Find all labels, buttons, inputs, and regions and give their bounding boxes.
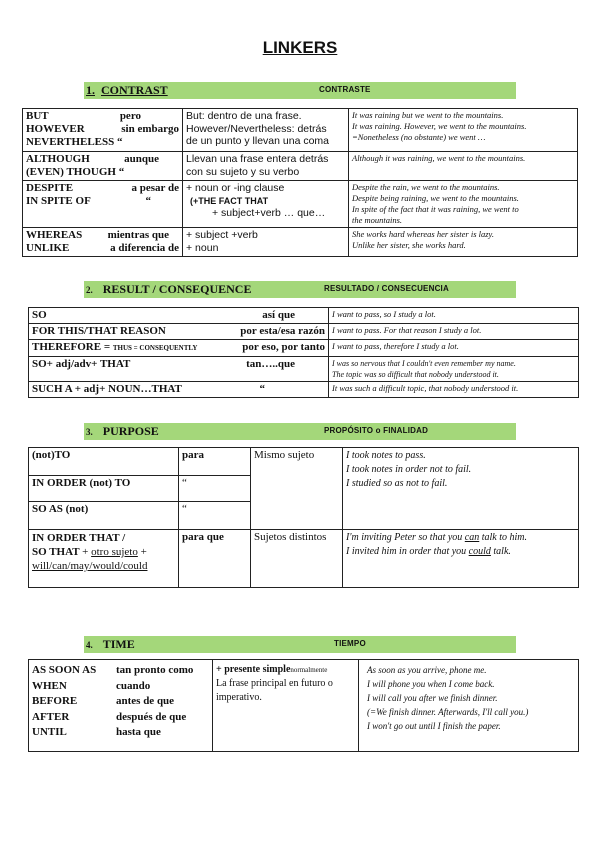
table-cell xyxy=(329,357,579,382)
table-row xyxy=(29,308,579,324)
table-cell xyxy=(329,340,579,357)
section-result-header xyxy=(84,281,516,298)
cell-text xyxy=(26,136,179,149)
cell-text xyxy=(26,229,179,242)
section-contrast-header xyxy=(84,82,516,99)
table-cell xyxy=(359,660,579,752)
section-heading: TIME xyxy=(102,637,135,651)
section-heading: CONTRAST xyxy=(101,83,168,97)
section-heading: RESULT / CONSEQUENCE xyxy=(102,282,252,296)
cell-text: I won't go out until I finish the paper. xyxy=(367,721,501,731)
cell-text xyxy=(346,531,575,545)
cell-text: a pesar de xyxy=(131,182,179,194)
table-row xyxy=(29,660,579,752)
table-cell xyxy=(183,228,349,257)
cell-text: hasta que xyxy=(116,726,161,738)
table-row xyxy=(29,448,579,476)
table-cell xyxy=(329,324,579,340)
table-cell xyxy=(183,152,349,181)
cell-text: THUS = CONSEQUENTLY xyxy=(112,344,198,352)
cell-text: It was raining. However, we went to the mountains. xyxy=(352,121,527,131)
table-cell xyxy=(23,109,183,152)
table-row xyxy=(23,109,578,152)
table-cell xyxy=(29,340,329,357)
table-cell: Mismo sujeto xyxy=(251,448,343,530)
cell-text: mientras que xyxy=(107,229,169,241)
table-cell xyxy=(29,357,329,382)
table-cell: para xyxy=(179,448,251,476)
cell-text: SO THAT xyxy=(32,546,80,558)
table-cell xyxy=(213,660,359,752)
cell-text: BUT xyxy=(26,110,49,122)
cell-text: I want to pass. For that reason I study a lot. xyxy=(332,325,482,335)
cell-text: La frase principal en futuro o xyxy=(216,678,333,689)
cell-text: It was raining but we went to the mountains. xyxy=(352,110,504,120)
cell-text xyxy=(26,110,179,123)
table-cell xyxy=(329,382,579,398)
cell-text: de un punto y llevan una coma xyxy=(186,135,330,147)
section-number: 3. xyxy=(86,427,93,437)
cell-text: (+THE FACT THAT xyxy=(190,195,269,206)
cell-text: (EVEN) THOUGH xyxy=(26,166,116,178)
section-number: 2. xyxy=(86,285,93,295)
section-spanish: PROPÓSITO o FINALIDAD xyxy=(324,426,429,435)
cell-text: I took notes to pass. xyxy=(346,450,426,461)
cell-text: normalmente xyxy=(290,666,328,674)
section-time-header xyxy=(84,636,516,653)
table-cell: IN ORDER (not) TO xyxy=(29,476,179,502)
cell-text xyxy=(26,123,179,136)
cell-text: UNLIKE xyxy=(26,242,70,254)
table-row xyxy=(29,530,579,588)
cell-text: aunque xyxy=(124,153,159,165)
cell-text xyxy=(32,341,325,355)
section-spanish: TIEMPO xyxy=(334,639,366,648)
cell-text: She works hard whereas her sister is lazy. xyxy=(352,229,494,239)
table-row xyxy=(29,357,579,382)
cell-text: Llevan una frase entera detrás xyxy=(186,153,329,165)
cell-text: SUCH A + adj+ NOUN…THAT xyxy=(32,383,182,395)
page-title: LINKERS xyxy=(262,38,338,57)
cell-text: I invited him in order that you xyxy=(346,546,469,557)
cell-text: SO xyxy=(32,309,47,321)
section-spanish: CONTRASTE xyxy=(319,85,371,94)
table-cell xyxy=(23,181,183,228)
cell-text: tan pronto como xyxy=(116,664,194,676)
cell-text xyxy=(32,358,325,371)
cell-text: I will call you after we finish dinner. xyxy=(367,693,498,703)
cell-text: I will phone you when I come back. xyxy=(367,679,495,689)
table-cell xyxy=(29,308,329,324)
cell-text: + subject+verb … que… xyxy=(212,207,326,219)
cell-text: =Nonetheless (no obstante) we went … xyxy=(352,132,486,142)
cell-text: But: dentro de una frase. xyxy=(186,110,302,122)
cell-text: + presente simple xyxy=(216,664,291,675)
table-cell xyxy=(23,152,183,181)
table-row xyxy=(23,228,578,257)
cell-text: por esta/esa razón xyxy=(240,325,325,337)
table-cell: Sujetos distintos xyxy=(251,530,343,588)
contrast-table xyxy=(22,108,578,257)
cell-text: sin embargo xyxy=(121,123,179,135)
table-cell xyxy=(29,660,213,752)
table-row xyxy=(23,152,578,181)
cell-text: I took notes in order not to fail. xyxy=(346,464,472,475)
cell-text: + xyxy=(82,546,92,558)
cell-text: Despite the rain, we went to the mountains. xyxy=(352,182,500,192)
cell-text: I was so nervous that I couldn't even remember my name. xyxy=(332,359,516,368)
cell-text xyxy=(32,325,325,338)
table-cell xyxy=(349,152,578,181)
cell-text: It was such a difficult topic, that nobody understood it. xyxy=(332,383,519,393)
cell-text: IN SPITE OF xyxy=(26,195,91,207)
section-purpose-header xyxy=(84,423,516,440)
cell-text: después de que xyxy=(116,710,187,723)
cell-text: FOR THIS/THAT REASON xyxy=(32,325,166,337)
cell-text xyxy=(26,153,179,166)
section-number: 4. xyxy=(86,640,93,650)
time-table xyxy=(28,659,579,752)
cell-text: THEREFORE = xyxy=(32,341,113,353)
table-cell: “ xyxy=(179,502,251,530)
table-row xyxy=(29,340,579,357)
table-cell: (not)TO xyxy=(29,448,179,476)
cell-text: por eso, por tanto xyxy=(242,341,325,353)
table-cell: para que xyxy=(179,530,251,588)
cell-text: + noun xyxy=(186,241,219,254)
cell-text: WHEREAS xyxy=(26,229,83,241)
table-row xyxy=(23,181,578,228)
cell-text: Despite being raining, we went to the mountains. xyxy=(352,193,519,203)
cell-text xyxy=(216,663,355,677)
cell-text: I want to pass, therefore I study a lot. xyxy=(332,341,459,351)
table-row xyxy=(29,382,579,398)
cell-text: otro sujeto xyxy=(91,546,138,558)
cell-text: UNTIL xyxy=(32,726,67,738)
cell-text: AS SOON AS xyxy=(32,664,97,676)
purpose-table xyxy=(28,447,579,588)
cell-text: + subject +verb xyxy=(186,229,258,241)
cell-text: “ xyxy=(118,166,125,178)
cell-text: Although it was raining, we went to the mountains. xyxy=(352,153,526,163)
cell-text: However/Nevertheless: detrás xyxy=(186,122,327,135)
cell-text: I studied so as not to fail. xyxy=(346,478,448,489)
cell-text: BEFORE xyxy=(32,695,78,707)
cell-text: In spite of the fact that it was raining, we went to xyxy=(352,204,519,214)
cell-text: As soon as you arrive, phone me. xyxy=(367,665,487,675)
table-cell xyxy=(183,181,349,228)
table-cell xyxy=(29,530,179,588)
table-cell xyxy=(343,448,579,530)
cell-text: WHEN xyxy=(32,679,67,692)
cell-text: will/can/may/would/could xyxy=(32,560,148,572)
cell-text: cuando xyxy=(116,679,151,692)
cell-text xyxy=(32,545,175,559)
cell-text xyxy=(26,242,179,255)
cell-text xyxy=(26,166,179,179)
cell-text: tan…..que xyxy=(246,358,295,370)
table-cell xyxy=(343,530,579,588)
cell-text: ALTHOUGH xyxy=(26,153,90,165)
table-cell xyxy=(29,382,329,398)
cell-text: antes de que xyxy=(116,695,175,707)
cell-text: the mountains. xyxy=(352,215,403,225)
table-row xyxy=(29,324,579,340)
cell-text: I want to pass, so I study a lot. xyxy=(332,309,436,319)
table-cell: SO AS (not) xyxy=(29,502,179,530)
table-cell xyxy=(183,109,349,152)
result-table xyxy=(28,307,579,398)
cell-text xyxy=(32,309,325,322)
cell-text xyxy=(346,545,575,559)
table-cell xyxy=(349,109,578,152)
cell-text: HOWEVER xyxy=(26,123,85,135)
table-cell: “ xyxy=(179,476,251,502)
cell-text: imperativo. xyxy=(216,692,262,703)
cell-text xyxy=(26,195,179,208)
cell-text xyxy=(32,383,325,396)
table-cell xyxy=(29,324,329,340)
section-heading: PURPOSE xyxy=(102,424,159,438)
cell-text: + xyxy=(140,546,147,558)
cell-text: “ xyxy=(117,136,123,148)
cell-text: a diferencia de xyxy=(110,242,179,254)
cell-text: + noun or -ing clause xyxy=(186,182,285,194)
cell-text: could xyxy=(468,546,491,557)
cell-text: “ xyxy=(145,195,151,207)
section-number: 1. xyxy=(86,83,95,97)
cell-text: talk. xyxy=(490,546,511,557)
cell-text: talk to him. xyxy=(479,532,528,543)
table-cell xyxy=(349,228,578,257)
cell-text: I'm inviting Peter so that you xyxy=(346,532,465,543)
section-spanish: RESULTADO / CONSECUENCIA xyxy=(324,284,449,293)
cell-text: DESPITE xyxy=(26,182,74,194)
cell-text: así que xyxy=(262,309,295,321)
cell-text: pero xyxy=(119,110,141,122)
table-cell xyxy=(329,308,579,324)
cell-text: SO+ adj/adv+ THAT xyxy=(32,358,131,370)
cell-text: (=We finish dinner. Afterwards, I'll call you.) xyxy=(367,707,529,717)
cell-text: IN ORDER THAT / xyxy=(32,532,126,544)
cell-text: NEVERTHELESS xyxy=(26,136,115,148)
table-cell xyxy=(23,228,183,257)
cell-text: can xyxy=(464,532,480,543)
cell-text: AFTER xyxy=(32,710,70,723)
table-cell xyxy=(349,181,578,228)
cell-text: “ xyxy=(259,383,265,395)
cell-text: con su sujeto y su verbo xyxy=(186,165,300,178)
cell-text: The topic was so difficult that nobody understood it. xyxy=(332,370,499,379)
cell-text: Unlike her sister, she works hard. xyxy=(352,240,466,250)
cell-text xyxy=(26,182,179,195)
